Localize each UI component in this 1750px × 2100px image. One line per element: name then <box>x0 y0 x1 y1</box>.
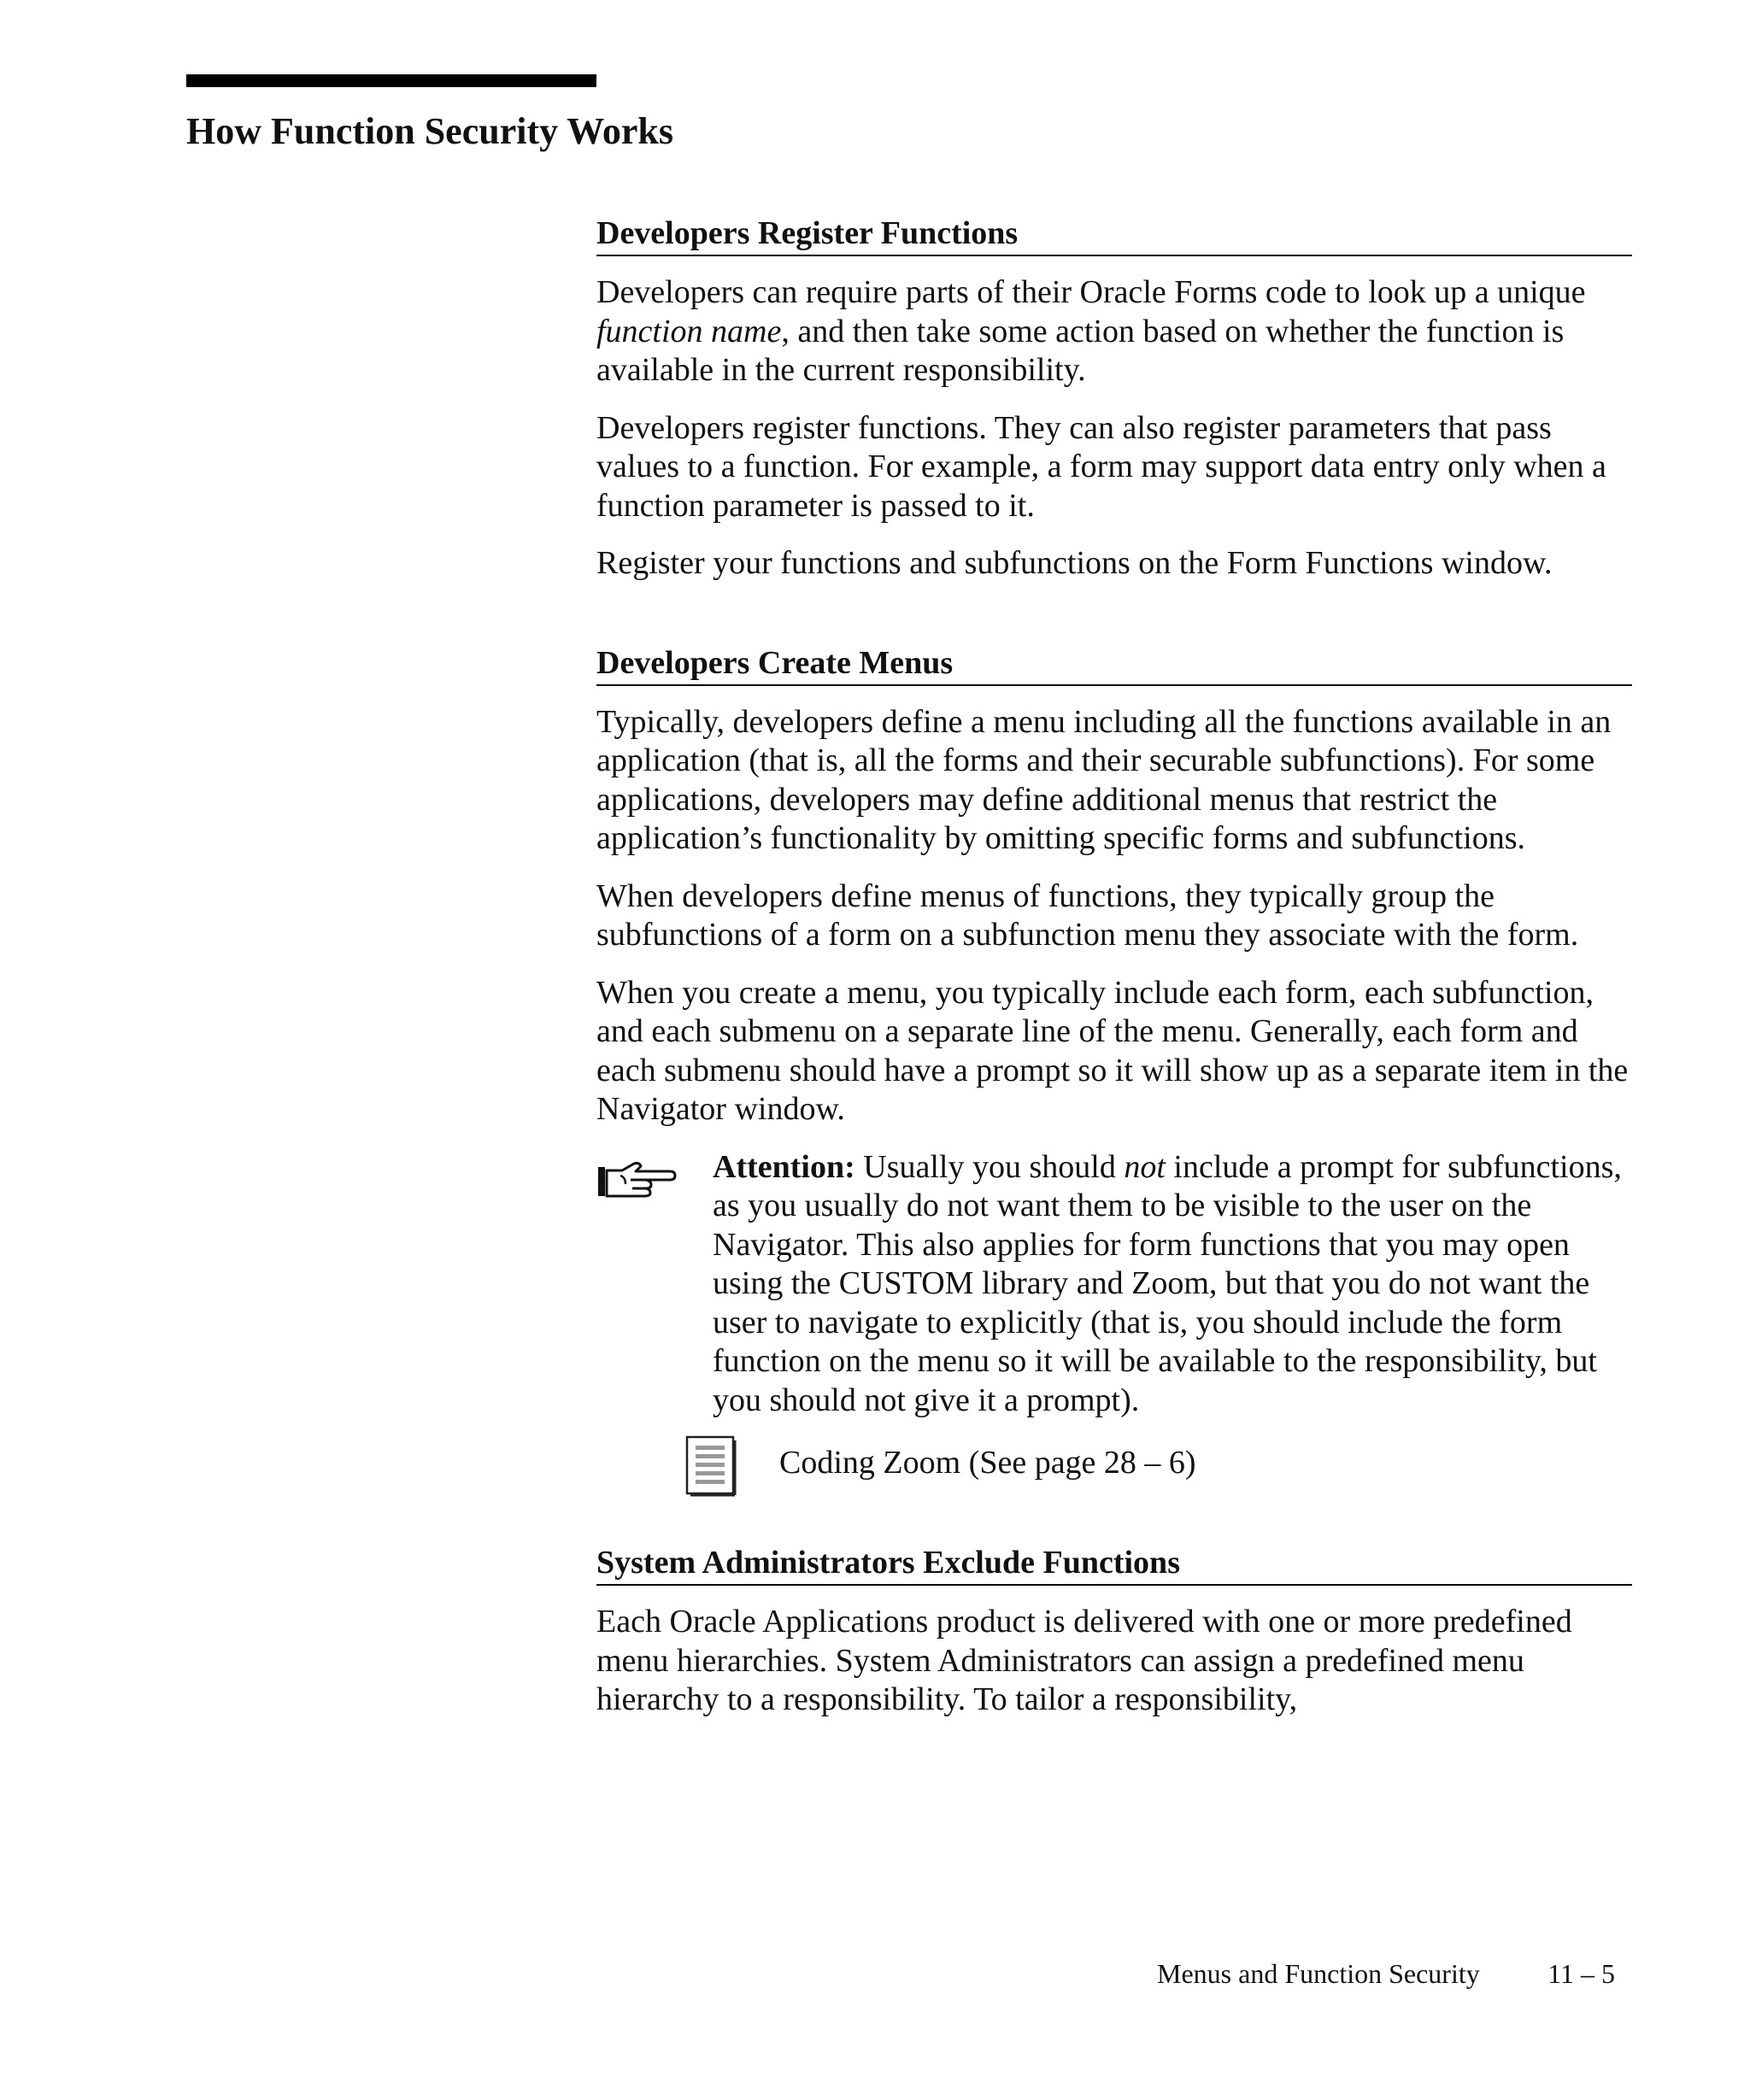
text-run: Usually you should <box>854 1148 1125 1185</box>
paragraph: Each Oracle Applications product is delivered with one or more predefined menu hierarchies. System Administrators can assign a predefined menu hierarchy to a responsibility. To tailor a responsibility, <box>596 1604 1572 1717</box>
cross-reference[interactable] <box>685 1435 1632 1504</box>
text-run: , and then take some action based on whether the function is available in the current responsibility. <box>596 313 1565 388</box>
pointing-hand-icon <box>596 1159 677 1201</box>
footer-chapter-title: Menus and Function Security <box>1157 1958 1480 1989</box>
section-heading: Developers Create Menus <box>596 642 1632 686</box>
text-run: Developers can require parts of their Oracle Forms code to look up a unique <box>596 274 1586 310</box>
paragraph <box>596 273 1632 390</box>
attention-label: Attention: <box>713 1148 855 1185</box>
section-create-menus <box>596 642 1632 1505</box>
document-icon <box>685 1435 738 1497</box>
paragraph: When developers define menus of functions, they typically group the subfunctions of a form on a subfunction menu they associate with the form. <box>596 877 1579 953</box>
section-heading: Developers Register Functions <box>596 212 1632 256</box>
top-rule <box>186 74 596 87</box>
main-content <box>596 212 1632 1739</box>
cross-reference-link[interactable]: Coding Zoom (See page 28 – 6) <box>779 1445 1196 1481</box>
paragraph: Register your functions and subfunctions on the Form Functions window. <box>596 545 1553 581</box>
emphasis-text: not <box>1124 1148 1166 1185</box>
section-heading: System Administrators Exclude Functions <box>596 1541 1632 1586</box>
section-exclude-functions <box>596 1541 1632 1720</box>
paragraph: Typically, developers define a menu including all the functions available in an application (that is, all the forms and their securable subfunctions). For some applications, developers may define additional menus that restrict the application’s functionality by omitting specific forms and subfunctions. <box>596 703 1612 856</box>
section-register-functions <box>596 212 1632 584</box>
emphasis-text: function name <box>596 313 782 349</box>
footer-page-number: 11 – 5 <box>1547 1958 1615 1989</box>
paragraph: Developers register functions. They can also register parameters that pass values to a function. For example, a form may support data entry only when a function parameter is passed to it. <box>596 409 1606 524</box>
paragraph: When you create a menu, you typically include each form, each subfunction, and each submenu on a separate line of the menu. Generally, each form and each submenu should have a prompt so it will show up as a separate item in the Navigator window. <box>596 974 1629 1127</box>
page-title: How Function Security Works <box>186 110 674 152</box>
attention-text <box>713 1148 1632 1421</box>
text-run: include a prompt for subfunctions, as you usually do not want them to be visible to the user on the Navigator. This also applies for form functions that you may open using the CUSTOM library and Zoom, but that you do not want the user to navigate to explicitly (that is, you should include the form function on the menu so it will be available to the responsibility, but you should not give it a prompt). <box>713 1148 1622 1418</box>
attention-note <box>596 1148 1632 1421</box>
section-spacer <box>596 602 1632 642</box>
